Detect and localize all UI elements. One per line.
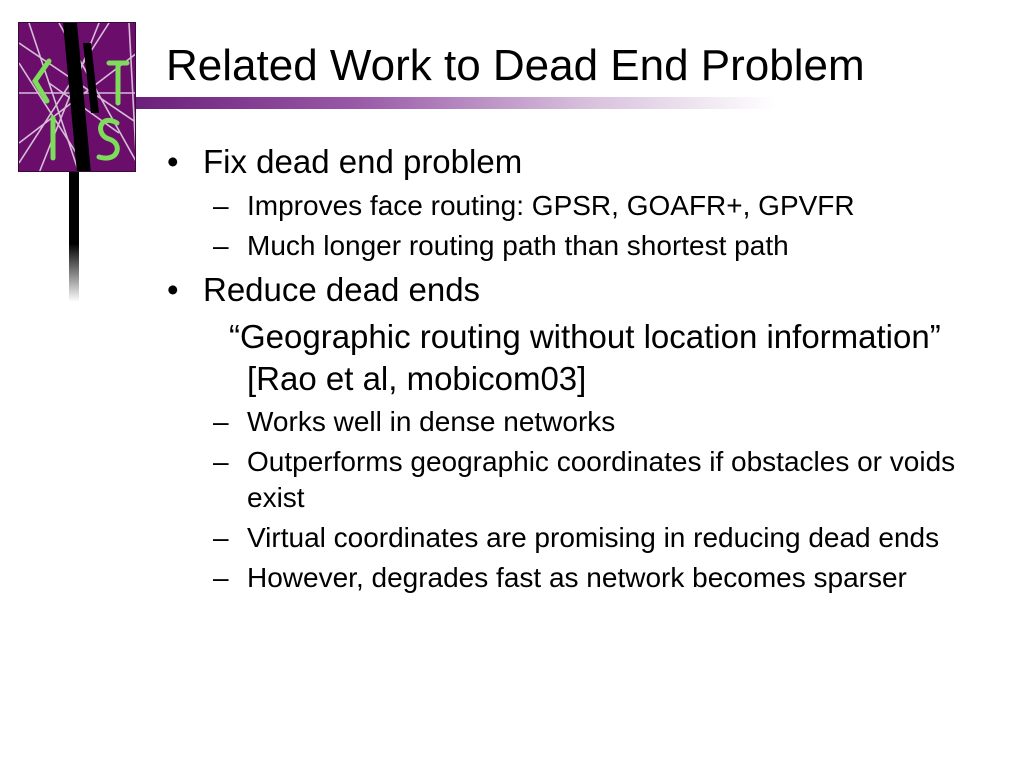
- subbullet-virtual-coordinates: – Virtual coordinates are promising in reducing dead ends: [165, 520, 965, 556]
- logo-vertical-bar: [69, 172, 79, 302]
- quoted-reference: “Geographic routing without location information” [Rao et al, mobicom03]: [229, 318, 941, 397]
- research-group-logo-icon: [18, 22, 136, 172]
- subbullet-degrades-sparser: – However, degrades fast as network becomes sparser: [165, 560, 965, 596]
- bullet-reduce-dead-ends: • Reduce dead ends: [165, 268, 965, 312]
- slide-title: Related Work to Dead End Problem: [166, 41, 865, 90]
- subbullet-improves-face-routing: – Improves face routing: GPSR, GOAFR+, GPVFR: [165, 188, 965, 224]
- slide-body: [165, 140, 965, 596]
- bullet-fix-dead-end: • Fix dead end problem: [165, 140, 965, 184]
- logo-graphic: [19, 23, 136, 172]
- subbullet-dense-networks: – Works well in dense networks: [165, 404, 965, 440]
- title-underline-rule: [136, 97, 776, 109]
- subbullet-longer-routing-path: – Much longer routing path than shortest path: [165, 228, 965, 264]
- subbullet-outperforms-geographic: – Outperforms geographic coordinates if obstacles or voids exist: [165, 444, 965, 516]
